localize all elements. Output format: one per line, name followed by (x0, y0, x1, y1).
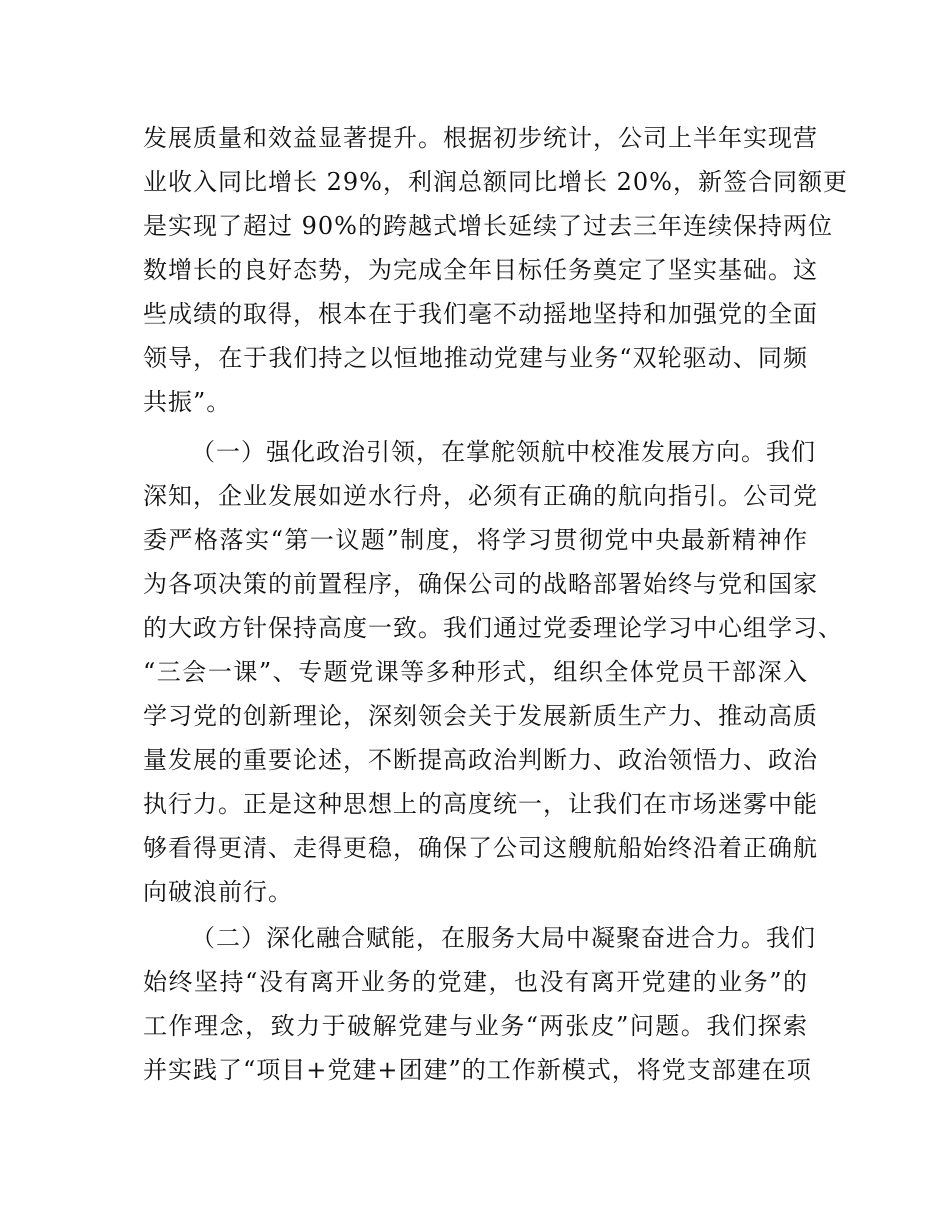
text-line: 执行力。正是这种思想上的高度统一，让我们在市场迷雾中能 (143, 790, 818, 818)
text-line: 些成绩的取得，根本在于我们毫不动摇地坚持和加强党的全面 (143, 300, 818, 328)
paragraph-integration-empowerment (143, 916, 816, 1092)
text-line: 是实现了超过 90%的跨越式增长延续了过去三年连续保持两位 (143, 212, 833, 240)
paragraph-political-guidance (143, 430, 843, 914)
text-line: “三会一课”、专题党课等多种形式，组织全体党员干部深入 (143, 658, 808, 686)
text-line: 为各项决策的前置程序，确保公司的战略部署始终与党和国家 (143, 570, 818, 598)
section-heading-line: （二）深化融合赋能，在服务大局中凝聚奋进合力。我们 (191, 924, 816, 952)
text-line: 够看得更清、走得更稳，确保了公司这艘航船始终沿着正确航 (143, 834, 818, 862)
text-line: 量发展的重要论述，不断提高政治判断力、政治领悟力、政治 (143, 746, 818, 774)
text-line: 领导，在于我们持之以恒地推动党建与业务“双轮驱动、同频 (143, 344, 808, 372)
text-line: 学习党的创新理论，深刻领会关于发展新质生产力、推动高质 (143, 702, 818, 730)
text-line: 并实践了“项目+党建+团建”的工作新模式，将党支部建在项 (143, 1056, 812, 1084)
paragraph-intro-results (143, 116, 848, 424)
text-line: 发展质量和效益显著提升。根据初步统计，公司上半年实现营 (143, 124, 818, 152)
text-line: 业收入同比增长 29%，利润总额同比增长 20%，新签合同额更 (143, 168, 848, 196)
text-line: 数增长的良好态势，为完成全年目标任务奠定了坚实基础。这 (143, 256, 818, 284)
text-line: 始终坚持“没有离开业务的党建，也没有离开党建的业务”的 (143, 968, 808, 996)
text-line: 深知，企业发展如逆水行舟，必须有正确的航向指引。公司党 (143, 482, 818, 510)
text-line: 的大政方针保持高度一致。我们通过党委理论学习中心组学习、 (143, 614, 843, 642)
text-line: 工作理念，致力于破解党建与业务“两张皮”问题。我们探索 (143, 1012, 808, 1040)
text-line: 向破浪前行。 (143, 878, 293, 906)
text-line: 委严格落实“第一议题”制度，将学习贯彻党中央最新精神作 (143, 526, 808, 554)
text-line: 共振”。 (143, 388, 232, 416)
section-heading-line: （一）强化政治引领，在掌舵领航中校准发展方向。我们 (191, 438, 816, 466)
